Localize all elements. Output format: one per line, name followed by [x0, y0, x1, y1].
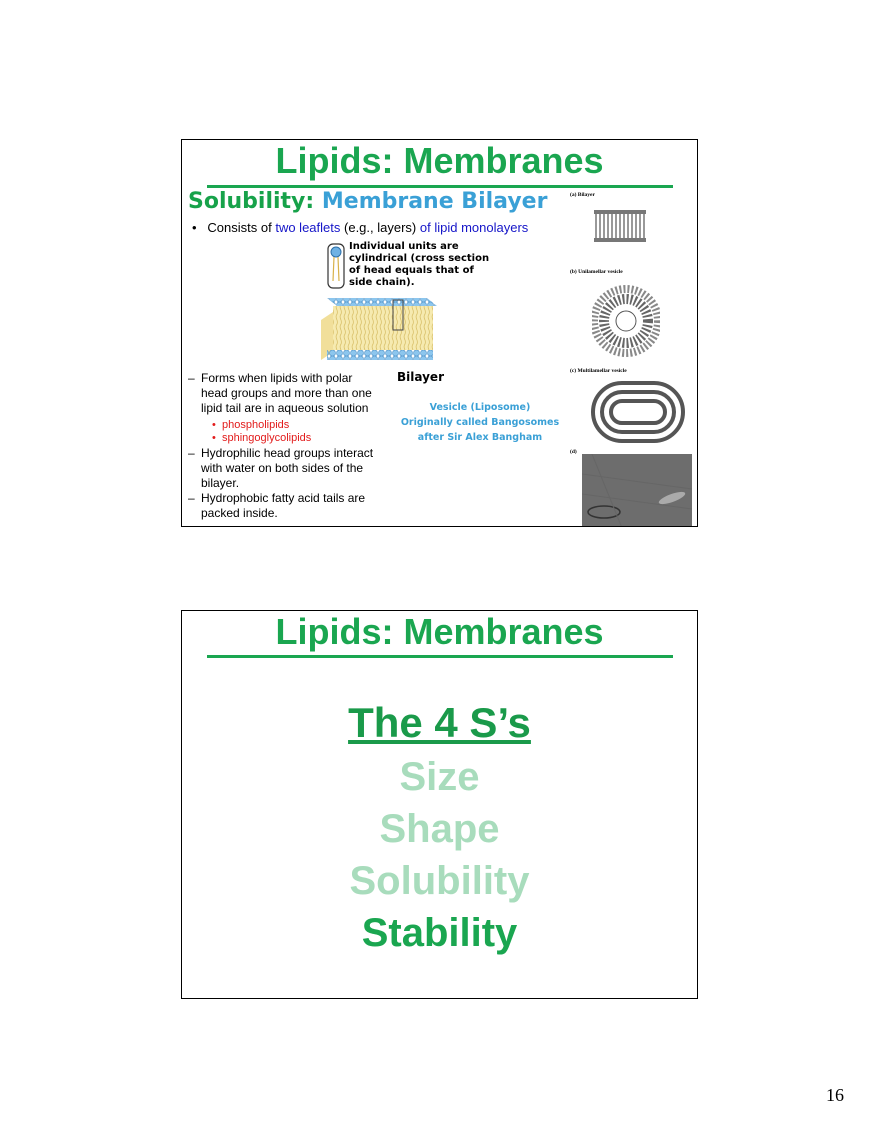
unit-note-line: Individual units are [349, 241, 459, 252]
bilayer-illustration [315, 290, 440, 370]
bullet-text-leaflets: two leaflets [275, 220, 341, 235]
micrograph-figure [582, 454, 692, 527]
unit-note-line: side chain). [349, 277, 415, 288]
figure-label-b: (b) Unilamellar vesicle [570, 269, 623, 275]
dash-marker: – [188, 446, 195, 460]
dash-marker: – [188, 491, 195, 505]
unilamellar-vesicle-figure [592, 283, 660, 359]
unit-note-line: of head equals that of [349, 265, 474, 276]
bullet-text-mid: (e.g., layers) [344, 220, 417, 235]
slide-title: Lipids: Membranes [275, 140, 604, 181]
figure-label-c: (c) Multilamellar vesicle [570, 368, 627, 374]
page-number: 16 [826, 1085, 844, 1105]
vesicle-note-line: after Sir Alex Bangham [417, 432, 543, 443]
slide-four-s [181, 610, 698, 999]
slide-subtitle [188, 189, 547, 214]
figure-label-a: (a) Bilayer [570, 192, 595, 198]
subtitle-value: Membrane Bilayer [321, 189, 548, 214]
dash-line: Forms when lipids with polar [201, 371, 353, 385]
sub-marker: • [212, 432, 216, 444]
four-s-heading: The 4 S’s [348, 699, 531, 746]
s-item-shape: Shape [379, 807, 500, 851]
sub-item-phospholipids [212, 419, 289, 431]
sub-marker: • [212, 419, 216, 431]
cylinder-unit-icon [325, 241, 347, 291]
slide-title: Lipids: Membranes [275, 611, 604, 652]
unit-note-line: cylindrical (cross section [349, 253, 490, 264]
vesicle-note [395, 400, 565, 445]
title-underline [207, 655, 673, 658]
dash-line: Hydrophilic head groups interact [201, 446, 374, 460]
s-item-size: Size [399, 755, 480, 799]
dash-line: head groups and more than one [201, 386, 372, 400]
vesicle-note-line: Originally called Bangosomes [400, 417, 560, 428]
bullet-text-monolayers: of lipid monolayers [419, 220, 529, 235]
vesicle-note-line: Vesicle (Liposome) [429, 402, 531, 413]
bilayer-label: Bilayer [397, 370, 444, 384]
s-item-stability: Stability [361, 911, 518, 955]
dash-item-hydrophobic [188, 491, 365, 521]
figure-label-d: (d) [570, 449, 577, 455]
dash-line: Hydrophobic fatty acid tails are [201, 491, 366, 505]
multilamellar-vesicle-figure [590, 380, 686, 444]
dash-item-forms [188, 371, 372, 416]
dash-line: packed inside. [201, 506, 278, 520]
slide-bilayer [181, 139, 698, 527]
s-item-solubility: Solubility [349, 859, 530, 903]
sub-item-sphingoglycolipids [212, 432, 311, 444]
subtitle-key: Solubility: [188, 189, 315, 214]
title-underline [207, 185, 673, 188]
dash-line: lipid tail are in aqueous solution [201, 401, 369, 415]
bilayer-figure [592, 208, 648, 244]
dash-line: bilayer. [201, 476, 240, 490]
bullet-leaflets [192, 220, 528, 235]
unit-note [349, 241, 489, 289]
sub-text: phospholipids [221, 419, 290, 431]
sub-text: sphingoglycolipids [221, 432, 312, 444]
dash-marker: – [188, 371, 195, 385]
dash-line: with water on both sides of the [201, 461, 364, 475]
bullet-text-pre: Consists of [207, 220, 272, 235]
bullet-dot: • [192, 220, 197, 235]
dash-item-hydrophilic [188, 446, 373, 491]
